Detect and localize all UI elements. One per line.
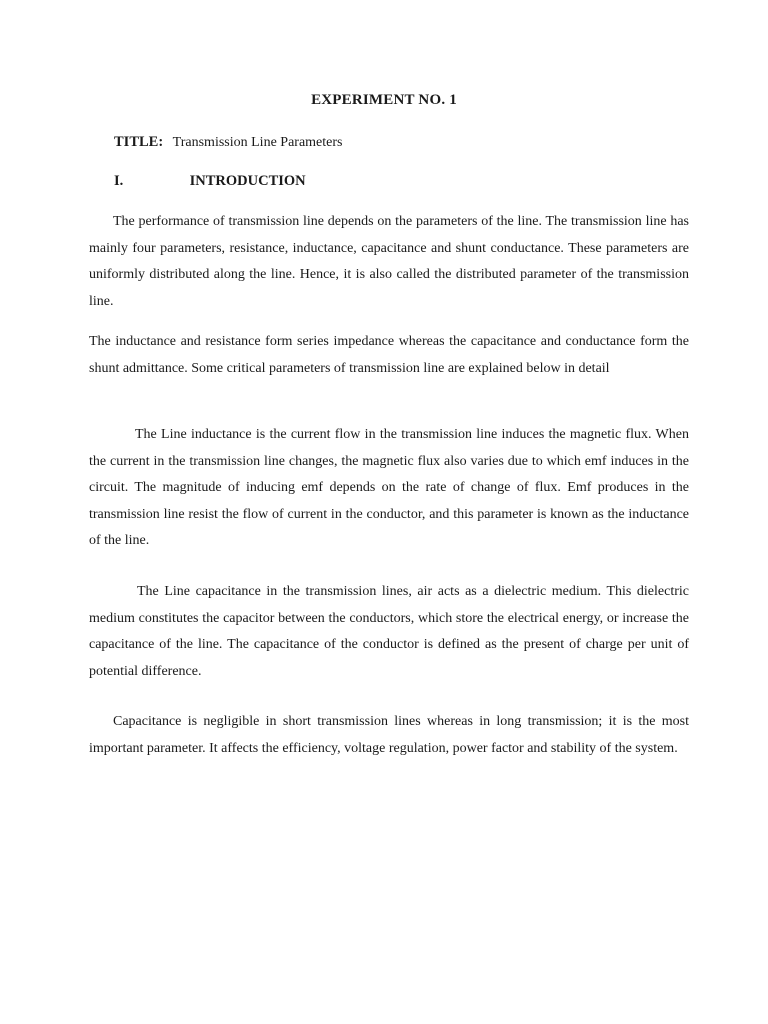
paragraph-impedance: The inductance and resistance form series impedance whereas the capacitance and conductance form the shunt admittance. Some critical parameters of transmission line are explained below in detail xyxy=(89,334,689,376)
title-line xyxy=(114,134,342,151)
section-title: INTRODUCTION xyxy=(189,173,306,189)
section-heading xyxy=(114,173,306,190)
paragraph-performance: The performance of transmission line depends on the parameters of the line. The transmission line has mainly four parameters, resistance, inductance, capacitance and shunt conductance. These parameters are uniformly distributed along the line. Hence, it is also called the distributed parameter of the transmission line. xyxy=(89,214,689,309)
section-number: I. xyxy=(114,173,124,189)
title-value: Transmission Line Parameters xyxy=(172,135,343,150)
title-label: TITLE: xyxy=(114,134,164,150)
paragraph-inductance: The Line inductance is the current flow in the transmission line induces the magnetic flux. When the current in the transmission line changes, the magnetic flux also varies due to which emf induces in the circuit. The magnitude of inducing emf depends on the rate of change of flux. Emf produces in the transmission line resist the flow of current in the conductor, and this parameter is known as the inductance of the line. xyxy=(89,427,689,548)
paragraph-capacitance: The Line capacitance in the transmission lines, air acts as a dielectric medium. This dielectric medium constitutes the capacitor between the conductors, which store the electrical energy, or increase the capacitance of the line. The capacitance of the conductor is defined as the present of charge per unit of potential difference. xyxy=(89,584,689,679)
paragraph-capacitance-importance: Capacitance is negligible in short transmission lines whereas in long transmission; it is the most important parameter. It affects the efficiency, voltage regulation, power factor and stability of the system. xyxy=(89,714,689,756)
experiment-heading: EXPERIMENT NO. 1 xyxy=(311,92,457,108)
